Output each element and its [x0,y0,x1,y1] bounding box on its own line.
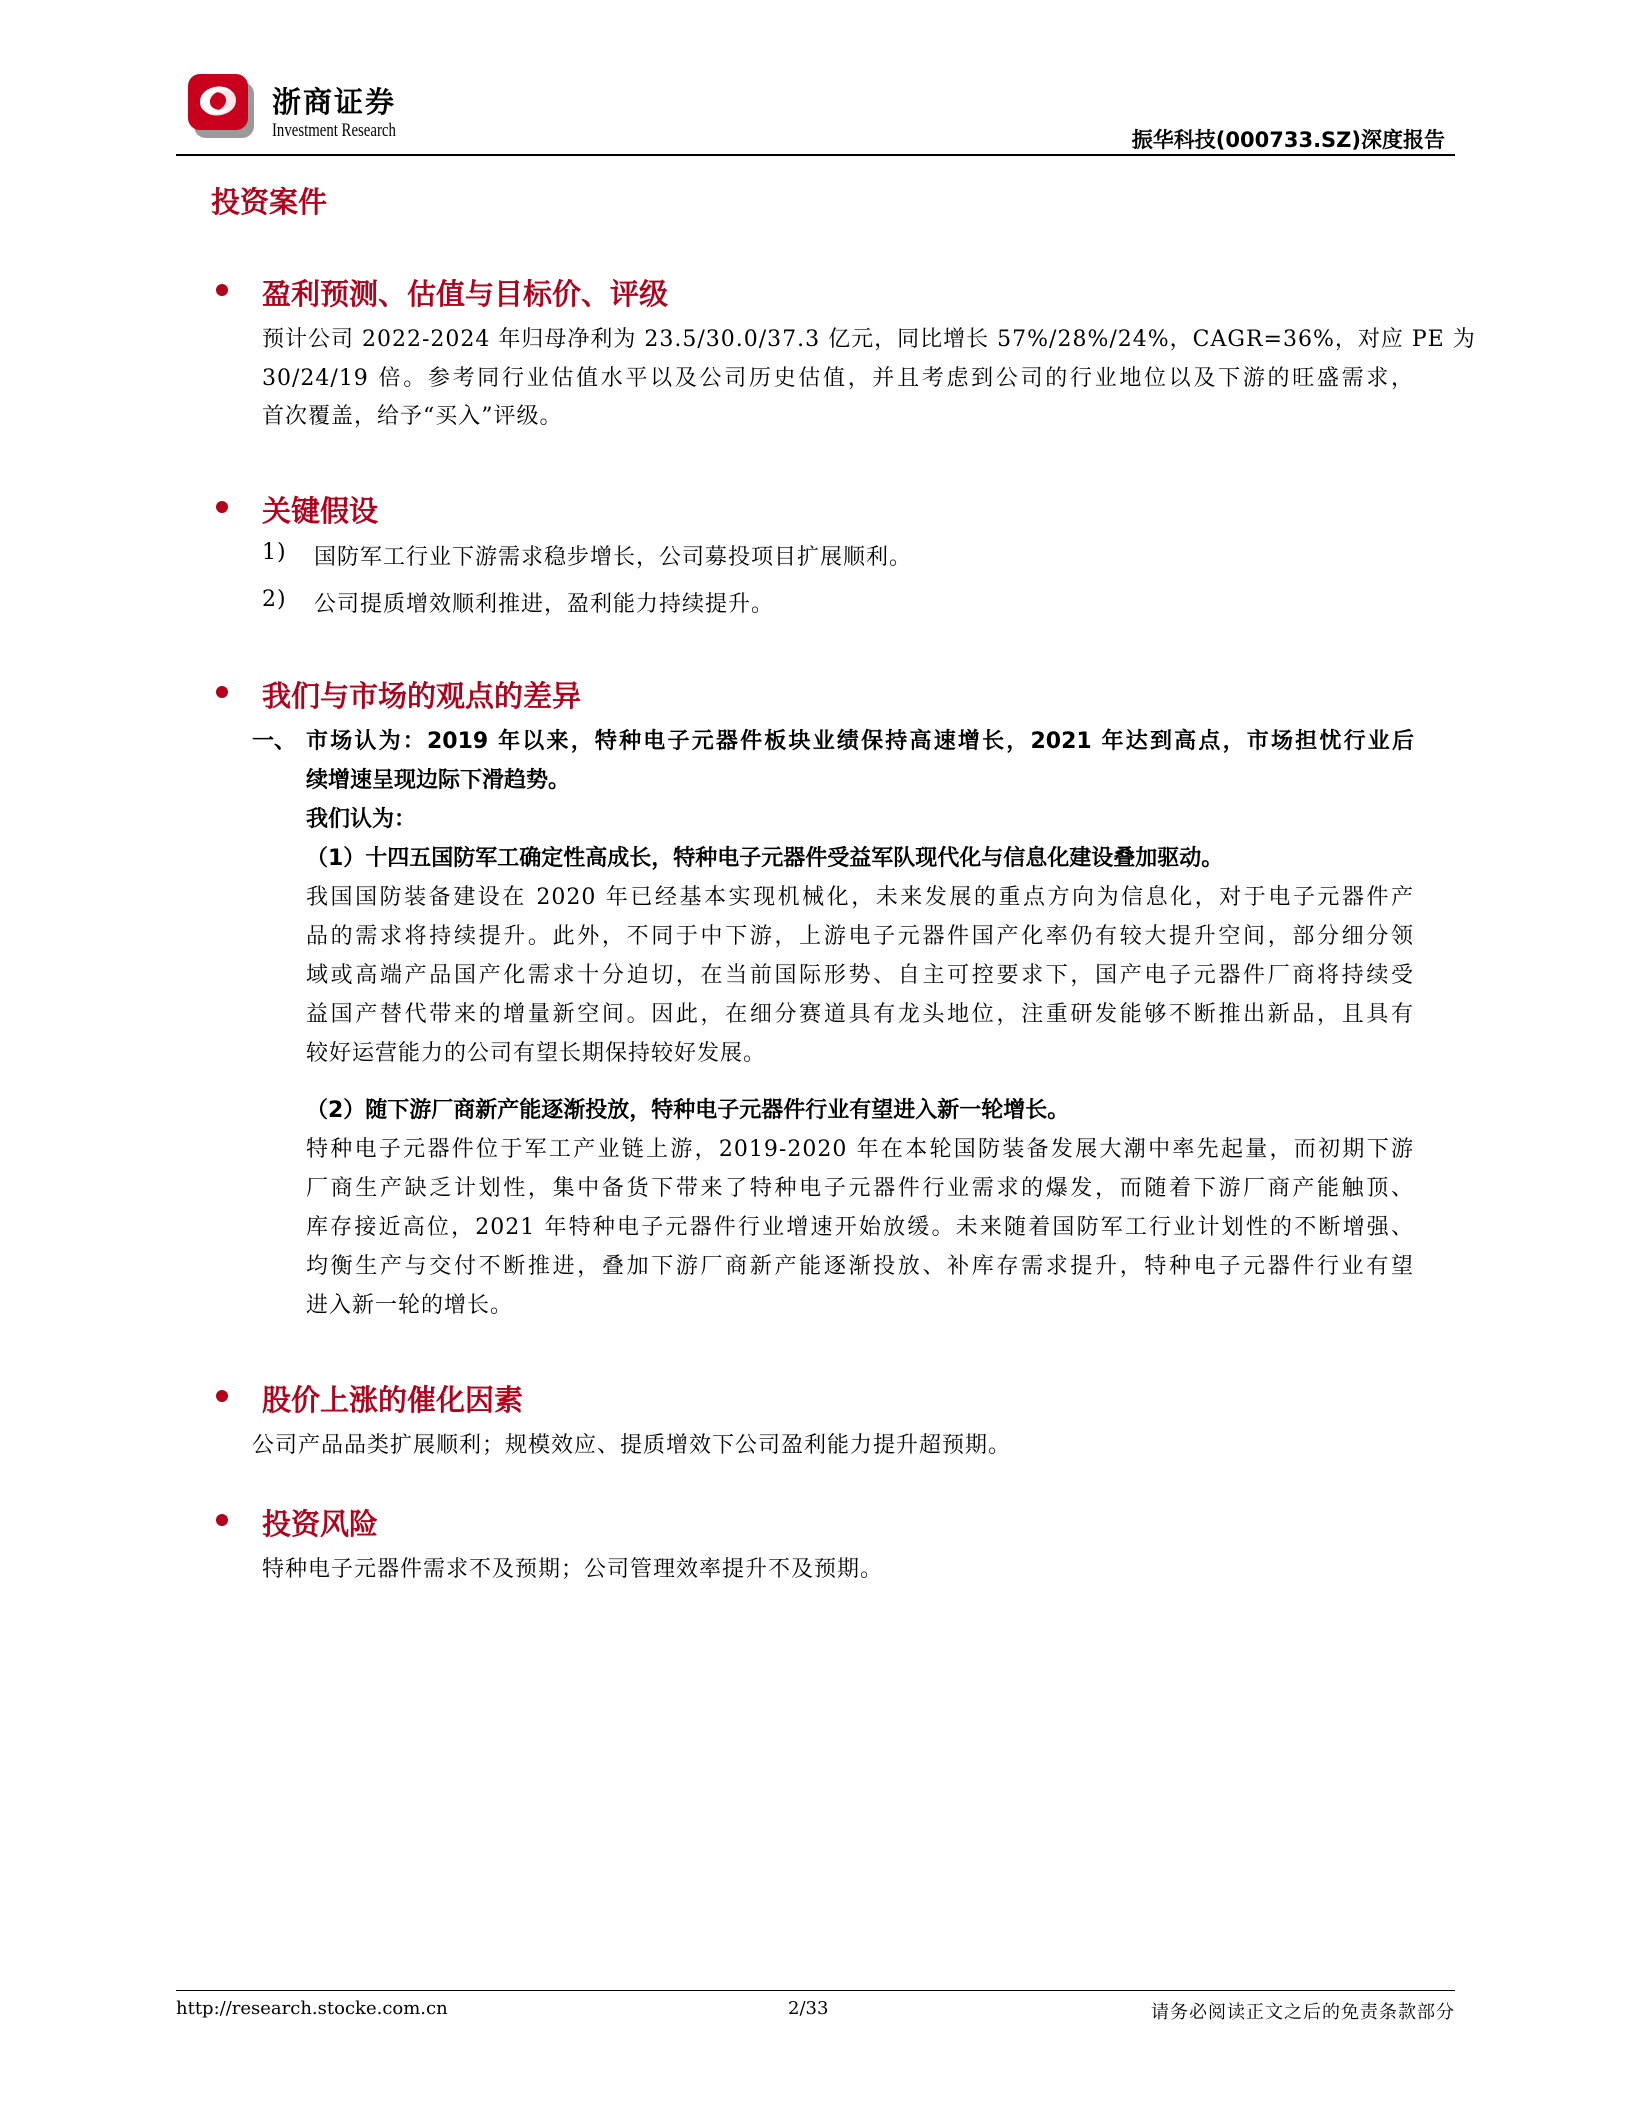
assumption-text: 国防军工行业下游需求稳步增长，公司募投项目扩展顺利。 [314,545,913,570]
point2-line: 进入新一轮的增长。 [306,1293,514,1318]
point1-line: 品的需求将持续提升。此外，不同于中下游，上游电子元器件国产化率仍有较大提升空间，部分细分领 [306,924,1414,949]
section-title-risk: 投资风险 [262,1507,379,1541]
forecast-line: 预计公司 2022-2024 年归母净利为 23.5/30.0/37.3 亿元，同比增长 57%/28%/24%，CAGR=36%，对应 PE 为 [262,327,1476,352]
bullet-icon [216,686,228,698]
page-title: 投资案件 [211,185,328,219]
footer-disclaimer: 请务必阅读正文之后的免责条款部分 [1151,2002,1455,2023]
bullet-icon [216,501,228,513]
point1-line: 域或高端产品国产化需求十分迫切，在当前国际形势、自主可控要求下，国产电子元器件厂商将持续受 [306,963,1414,988]
footer-url[interactable]: http://research.stocke.com.cn [176,1998,448,2019]
bullet-icon [216,1514,228,1526]
forecast-line: 30/24/19 倍。参考同行业估值水平以及公司历史估值，并且考虑到公司的行业地位以及下游的旺盛需求， [262,366,1414,391]
we-think-label: 我们认为： [306,807,417,832]
company-logo [186,72,260,142]
point2-line: 厂商生产缺乏计划性，集中备货下带来了特种电子元器件行业需求的爆发，而随着下游厂商产能触顶、 [306,1176,1414,1201]
section-title-forecast: 盈利预测、估值与目标价、评级 [262,277,669,311]
section-title-difference: 我们与市场的观点的差异 [262,679,582,713]
market-view-line: 市场认为：2019 年以来，特种电子元器件板块业绩保持高速增长，2021 年达到高点，市场担忧行业后 [306,729,1414,754]
assumption-number: 1) [262,540,287,565]
bullet-icon [216,1390,228,1402]
point2-line: 库存接近高位，2021 年特种电子元器件行业增速开始放缓。未来随着国防军工行业计划性的不断增强、 [306,1215,1414,1240]
header-divider [176,154,1455,156]
point1-title: （1）十四五国防军工确定性高成长，特种电子元器件受益军队现代化与信息化建设叠加驱动。 [306,846,1224,871]
market-view-line: 续增速呈现边际下滑趋势。 [306,768,571,793]
risk-text: 特种电子元器件需求不及预期；公司管理效率提升不及预期。 [262,1557,884,1582]
section-title-catalyst: 股价上涨的催化因素 [262,1383,524,1417]
logo-chinese-name: 浙商证券 [272,85,397,119]
point1-line: 益国产替代带来的增量新空间。因此，在细分赛道具有龙头地位，注重研发能够不断推出新品，且具有 [306,1002,1414,1027]
logo-english-name: Investment Research [272,120,396,141]
catalyst-text: 公司产品品类扩展顺利；规模效应、提质增效下公司盈利能力提升超预期。 [252,1433,1012,1458]
report-title: 振华科技(000733.SZ)深度报告 [1131,128,1445,152]
point2-title: （2）随下游厂商新产能逐渐投放，特种电子元器件行业有望进入新一轮增长。 [306,1098,1070,1123]
assumption-number: 2) [262,587,287,612]
point1-line: 我国国防装备建设在 2020 年已经基本实现机械化，未来发展的重点方向为信息化，对于电子元器件产 [306,885,1414,910]
point2-line: 特种电子元器件位于军工产业链上游，2019-2020 年在本轮国防装备发展大潮中率先起量，而初期下游 [306,1137,1414,1162]
section-title-assumptions: 关键假设 [262,494,379,528]
assumption-text: 公司提质增效顺利推进，盈利能力持续提升。 [314,592,775,617]
market-view-prefix: 一、 [252,729,297,754]
page-number: 2/33 [788,1998,829,2019]
footer-divider [176,1990,1455,1991]
point2-line: 均衡生产与交付不断推进，叠加下游厂商新产能逐渐投放、补库存需求提升，特种电子元器件行业有望 [306,1254,1414,1279]
point1-line: 较好运营能力的公司有望长期保持较好发展。 [306,1041,767,1066]
forecast-line: 首次覆盖，给予“买入”评级。 [262,404,563,429]
bullet-icon [216,284,228,296]
